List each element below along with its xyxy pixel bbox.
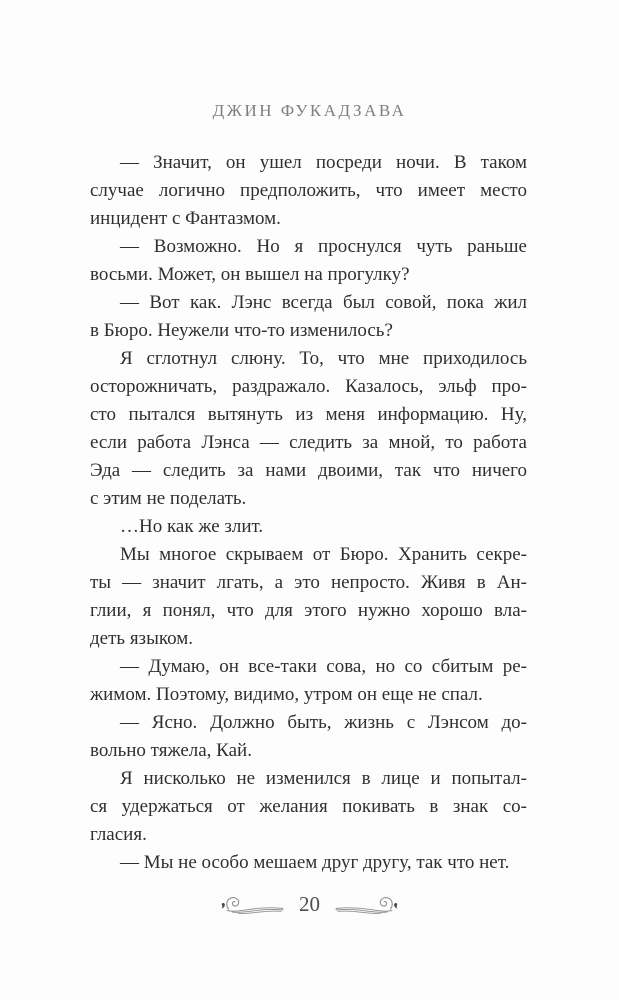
paragraph (90, 513, 527, 541)
page-number: 20 (299, 891, 320, 916)
text-line: восьми. Может, он вышел на прогулку? (90, 264, 410, 285)
text-line: инцидент с Фантазмом. (90, 208, 281, 229)
text-line: Эда — следить за нами двоими, так что ничего (90, 460, 527, 481)
text-line: с этим не поделать. (90, 488, 247, 509)
paragraph (90, 849, 527, 877)
paragraph (90, 653, 527, 709)
text-line: глии, я понял, что для этого нужно хорошо вла- (90, 600, 527, 621)
text-line: — Думаю, он все-таки сова, но со сбитым ре- (120, 656, 527, 677)
paragraph (90, 149, 527, 233)
text-line: вольно тяжела, Кай. (90, 740, 252, 761)
paragraph (90, 709, 527, 765)
text-line: гласия. (90, 824, 147, 845)
text-line: — Вот как. Лэнс всегда был совой, пока жил (120, 292, 527, 313)
text-line: Я сглотнул слюну. То, что мне приходилось (120, 348, 527, 369)
paragraph (90, 345, 527, 513)
paragraph (90, 765, 527, 849)
text-line: — Значит, он ушел посреди ночи. В таком (120, 152, 527, 173)
text-line: жимом. Поэтому, видимо, утром он еще не спал. (90, 684, 483, 705)
text-line: ты — значит лгать, а это непросто. Живя в Ан- (90, 572, 527, 593)
text-line: деть языком. (90, 628, 194, 649)
text-line: — Возможно. Но я проснулся чуть раньше (120, 236, 527, 257)
text-line: в Бюро. Неужели что-то изменилось? (90, 320, 393, 341)
text-line: случае логично предположить, что имеет место (90, 180, 527, 201)
text-line: если работа Лэнса — следить за мной, то работа (90, 432, 527, 453)
flourish-left-icon (220, 893, 284, 917)
text-line: — Ясно. Должно быть, жизнь с Лэнсом до- (120, 712, 527, 733)
body-text (90, 149, 527, 877)
text-line: ся удержаться от желания покивать в знак со- (90, 796, 527, 817)
text-line: …Но как же злит. (120, 516, 264, 537)
text-line: — Мы не особо мешаем друг другу, так что нет. (120, 852, 510, 873)
text-line: осторожничать, раздражало. Казалось, эльф про- (90, 376, 527, 397)
paragraph (90, 289, 527, 345)
running-header-author: ДЖИН ФУКАДЗАВА (212, 101, 407, 120)
text-line: Я нисколько не изменился в лице и попытал- (120, 768, 527, 789)
flourish-right-icon (335, 893, 399, 917)
paragraph (90, 541, 527, 653)
text-line: сто пытался вытянуть из меня информацию. Ну, (90, 404, 527, 425)
page-footer (0, 890, 619, 920)
text-line: Мы многое скрываем от Бюро. Хранить секре- (120, 544, 527, 565)
paragraph (90, 233, 527, 289)
